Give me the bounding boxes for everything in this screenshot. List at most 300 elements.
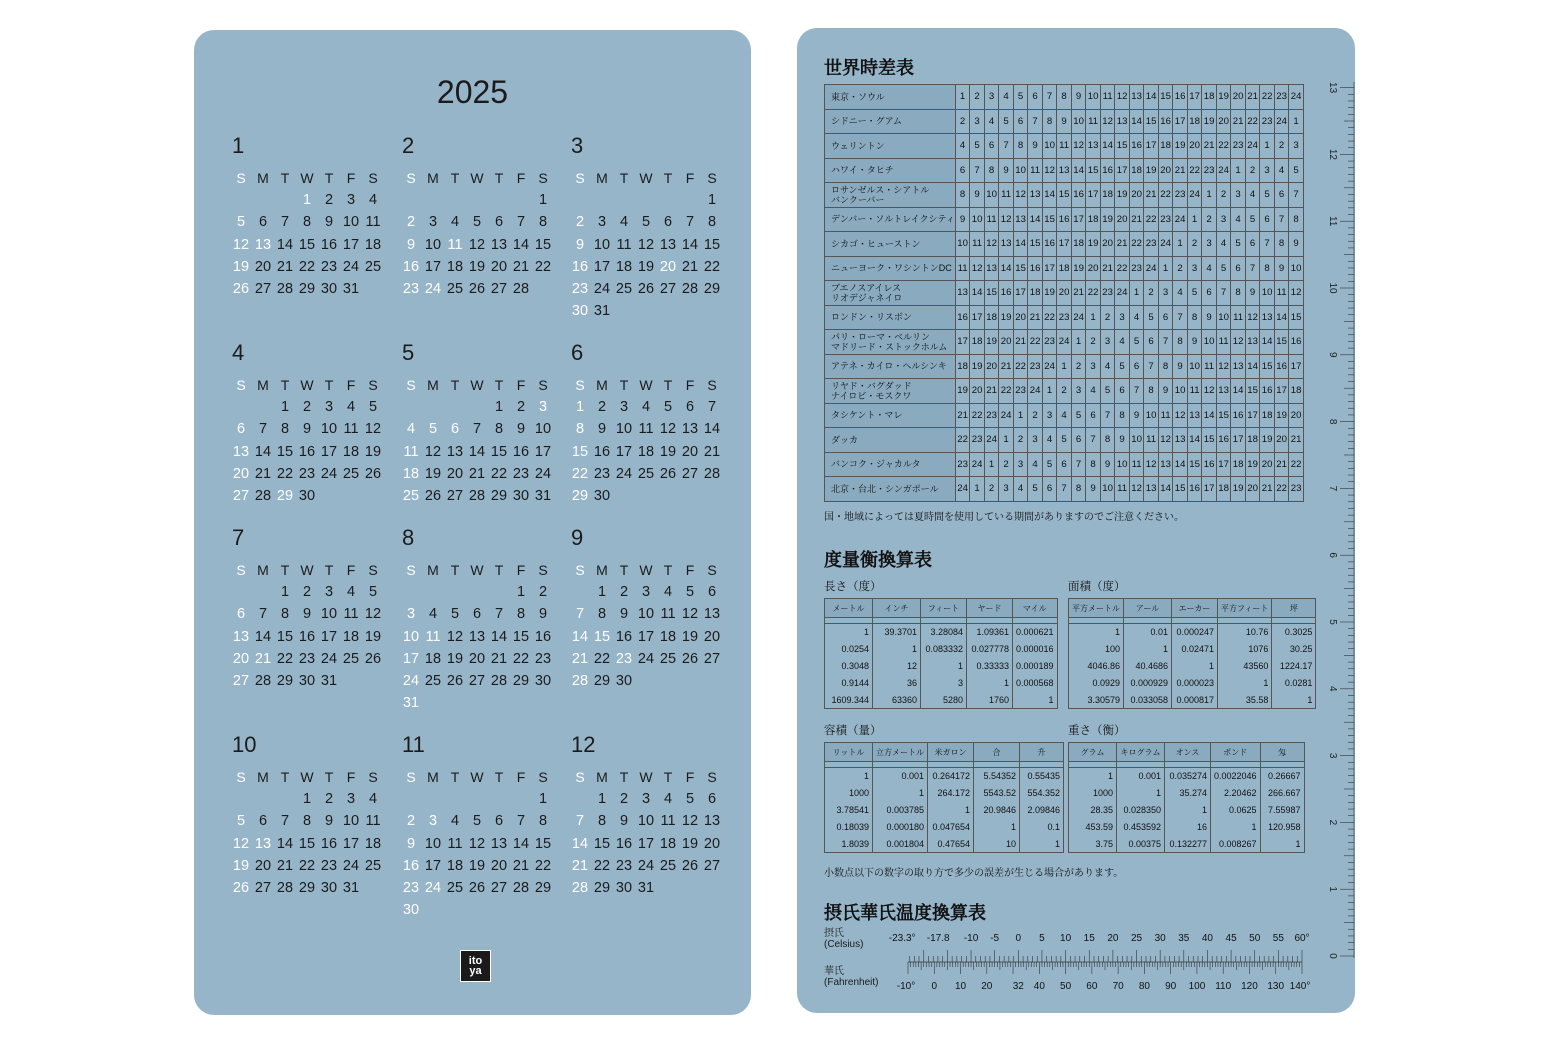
hour-cell: 16 (1129, 134, 1144, 159)
temperature-tick-label: 90 (1165, 981, 1177, 992)
day-cell: 22 (593, 650, 611, 667)
hour-cell: 16 (1158, 109, 1173, 134)
day-cell: 30 (593, 488, 611, 505)
week-row (569, 855, 723, 877)
weekday-label: F (516, 769, 526, 786)
hour-cell: 6 (1231, 256, 1246, 281)
hour-cell: 2 (1187, 232, 1202, 257)
conversion-value: 0.26667 (1260, 768, 1304, 785)
day-cell: 14 (703, 421, 721, 438)
hour-cell: 7 (1129, 379, 1144, 404)
day-cell: 26 (637, 281, 655, 298)
hour-cell: 9 (1158, 379, 1173, 404)
day-cell: 25 (659, 857, 677, 874)
day-cell: 19 (468, 857, 486, 874)
weekday-label: S (236, 562, 246, 579)
day-cell: 11 (403, 443, 419, 460)
day-cell: 14 (512, 835, 530, 852)
weekday-label: W (639, 377, 653, 394)
hour-cell: 17 (1042, 256, 1057, 281)
hour-cell: 14 (1129, 109, 1144, 134)
day-cell: 1 (494, 399, 504, 416)
hour-cell: 18 (1202, 85, 1217, 110)
hour-cell: 2 (984, 477, 999, 502)
timezone-row (825, 256, 1304, 281)
conversion-value: 1 (825, 624, 873, 641)
day-cell: 13 (254, 236, 272, 253)
hour-cell: 14 (1042, 183, 1057, 208)
hour-cell: 12 (1115, 85, 1130, 110)
day-cell: 30 (298, 488, 316, 505)
week-row (569, 810, 723, 832)
hour-cell: 23 (1028, 354, 1043, 379)
hour-cell: 1 (1231, 158, 1246, 183)
hour-cell: 10 (955, 232, 970, 257)
day-cell: 27 (490, 880, 508, 897)
conversion-value: 1 (921, 658, 967, 675)
weekday-label: F (685, 170, 695, 187)
hour-cell: 5 (1115, 354, 1130, 379)
hour-cell: 7 (1144, 354, 1159, 379)
day-cell: 8 (280, 421, 290, 438)
hour-cell: 11 (1028, 158, 1043, 183)
hour-cell: 4 (1057, 403, 1072, 428)
day-cell: 17 (342, 835, 360, 852)
conversion-row (1069, 819, 1305, 836)
day-cell: 8 (597, 813, 607, 830)
month-name: 5 (402, 340, 415, 365)
hour-cell: 20 (1100, 232, 1115, 257)
temperature-title: 摂氏華氏温度換算表 (824, 903, 986, 923)
hour-cell: 23 (1100, 281, 1115, 306)
hour-cell: 23 (1129, 256, 1144, 281)
day-cell: 7 (472, 421, 482, 438)
unit-header: 米ガロン (928, 743, 974, 762)
temperature-tick-label: 70 (1112, 981, 1124, 992)
weekday-label: W (300, 562, 314, 579)
week-row (230, 855, 384, 877)
day-cell: 7 (258, 421, 268, 438)
hour-cell: 13 (955, 281, 970, 306)
hour-cell: 1 (1042, 379, 1057, 404)
hour-cell: 6 (1042, 477, 1057, 502)
hour-cell: 19 (1231, 477, 1246, 502)
calendar-year: 2025 (436, 74, 509, 110)
day-cell: 19 (364, 628, 382, 645)
week-row (400, 899, 554, 921)
day-cell: 29 (593, 673, 611, 690)
day-cell: 16 (320, 835, 338, 852)
day-cell: 11 (343, 606, 359, 623)
conversion-value: 3 (921, 675, 967, 692)
hour-cell: 24 (1274, 109, 1289, 134)
conversion-value: 0.0625 (1211, 802, 1261, 819)
hour-cell: 19 (955, 379, 970, 404)
day-cell: 11 (365, 813, 381, 830)
weekday-label: T (280, 170, 290, 187)
day-cell: 2 (538, 584, 548, 601)
hour-cell: 24 (1071, 305, 1086, 330)
temperature-tick-label: 140° (1289, 981, 1311, 992)
hour-cell: 11 (999, 183, 1014, 208)
day-cell: 21 (468, 465, 486, 482)
hour-cell: 8 (1260, 256, 1275, 281)
hour-cell: 23 (955, 452, 970, 477)
hour-cell: 21 (1260, 477, 1275, 502)
hour-cell: 14 (1202, 403, 1217, 428)
day-cell: 28 (703, 465, 721, 482)
temperature-tick-label: 35 (1178, 933, 1190, 944)
day-cell: 29 (276, 673, 294, 690)
hour-cell: 7 (1245, 256, 1260, 281)
weekday-label: S (575, 769, 585, 786)
day-cell: 30 (615, 673, 633, 690)
city-name: リヤド・バグダッド ナイロビ・モスクワ (825, 379, 956, 404)
day-cell: 7 (685, 214, 695, 231)
city-name: シカゴ・ヒューストン (825, 232, 956, 257)
hour-cell: 11 (1057, 134, 1072, 159)
hour-cell: 1 (1202, 183, 1217, 208)
hour-cell: 6 (1115, 379, 1130, 404)
fahrenheit-label: 華氏 (Fahrenheit) (824, 966, 879, 988)
conversion-value: 1 (1260, 836, 1304, 853)
weekday-label: S (538, 377, 548, 394)
ruler-label: 12 (1327, 148, 1338, 160)
conversion-value: 2.20462 (1211, 785, 1261, 802)
day-cell: 27 (703, 857, 721, 874)
timezone-title: 世界時差表 (824, 58, 914, 78)
day-cell: 27 (446, 488, 464, 505)
hour-cell: 13 (1086, 134, 1101, 159)
temperature-tick-label: 15 (1083, 933, 1095, 944)
day-cell: 7 (516, 813, 526, 830)
weekday-label: T (450, 562, 460, 579)
day-cell: 17 (402, 650, 420, 667)
weekday-label: F (516, 377, 526, 394)
day-cell: 7 (258, 606, 268, 623)
hour-cell: 12 (999, 207, 1014, 232)
week-row (230, 418, 384, 440)
hour-cell: 7 (1274, 207, 1289, 232)
hour-cell: 6 (1071, 428, 1086, 453)
hour-cell: 11 (984, 207, 999, 232)
hour-cell: 19 (1115, 183, 1130, 208)
conversion-value: 0.047654 (928, 819, 974, 836)
conversion-value: 12 (873, 658, 921, 675)
day-cell: 2 (324, 192, 334, 209)
week-row (400, 189, 554, 211)
unit-header: ヤード (967, 599, 1013, 618)
temperature-tick-label: 30 (1154, 933, 1166, 944)
day-cell: 28 (512, 281, 530, 298)
temperature-tick-label: 32 (1012, 981, 1024, 992)
hour-cell: 10 (1173, 379, 1188, 404)
hour-cell: 4 (1100, 354, 1115, 379)
day-cell: 18 (615, 258, 633, 275)
weekday-label: S (575, 377, 585, 394)
hour-cell: 3 (1158, 281, 1173, 306)
timezone-row (825, 232, 1304, 257)
conversion-value: 1 (1020, 836, 1064, 853)
timezone-row (825, 134, 1304, 159)
day-cell: 23 (615, 650, 633, 667)
hour-cell: 9 (1086, 477, 1101, 502)
week-row (569, 211, 723, 233)
conversion-value: 0.000929 (1124, 675, 1172, 692)
day-cell: 28 (490, 673, 508, 690)
conversion-value: 1 (1069, 768, 1117, 785)
timezone-row (825, 158, 1304, 183)
week-row (569, 648, 723, 670)
day-cell: 18 (424, 650, 442, 667)
conversion-row (1069, 768, 1305, 785)
weekday-label: T (280, 562, 290, 579)
day-cell: 10 (637, 813, 655, 830)
hour-cell: 18 (1187, 109, 1202, 134)
hour-cell: 19 (1216, 85, 1231, 110)
timezone-row (825, 403, 1304, 428)
day-cell: 1 (538, 192, 548, 209)
city-name: ウェリントン (825, 134, 956, 159)
hour-cell: 23 (1260, 109, 1275, 134)
day-cell: 19 (232, 857, 250, 874)
day-cell: 10 (615, 421, 633, 438)
day-cell: 9 (324, 214, 334, 231)
hour-cell: 21 (1129, 207, 1144, 232)
day-cell: 2 (406, 813, 416, 830)
day-cell: 4 (368, 791, 378, 808)
day-cell: 15 (593, 628, 611, 645)
month-name: 4 (232, 340, 245, 365)
hour-cell: 24 (1057, 330, 1072, 355)
temperature-tick-label: -10 (963, 933, 979, 944)
conversion-row (1069, 802, 1305, 819)
hour-cell: 3 (1231, 183, 1246, 208)
day-cell: 17 (424, 857, 442, 874)
day-cell: 23 (571, 281, 589, 298)
day-cell: 15 (593, 835, 611, 852)
day-cell: 24 (320, 465, 338, 482)
hour-cell: 18 (1071, 232, 1086, 257)
timezone-row (825, 477, 1304, 502)
day-cell: 12 (468, 835, 486, 852)
day-cell: 2 (302, 584, 312, 601)
hour-cell: 14 (1028, 207, 1043, 232)
day-cell: 19 (637, 258, 655, 275)
week-row (230, 189, 384, 211)
hour-cell: 20 (999, 330, 1014, 355)
weekday-label: T (324, 377, 334, 394)
day-cell: 14 (276, 835, 294, 852)
day-cell: 18 (342, 443, 360, 460)
day-cell: 30 (320, 281, 338, 298)
day-cell: 6 (236, 606, 246, 623)
weekday-label: T (280, 377, 290, 394)
week-row (400, 256, 554, 278)
day-cell: 17 (534, 443, 552, 460)
day-cell: 6 (236, 421, 246, 438)
day-cell: 29 (298, 880, 316, 897)
hour-cell: 15 (1144, 109, 1159, 134)
day-cell: 25 (424, 673, 442, 690)
hour-cell: 17 (1274, 379, 1289, 404)
weekday-label: F (346, 170, 356, 187)
hour-cell: 24 (1158, 232, 1173, 257)
hour-cell: 14 (1158, 477, 1173, 502)
hour-cell: 14 (1260, 330, 1275, 355)
hour-cell: 23 (1231, 134, 1246, 159)
day-cell: 5 (663, 399, 673, 416)
weekday-label: S (707, 562, 717, 579)
ruler-label: 9 (1327, 352, 1338, 358)
hour-cell: 9 (1071, 85, 1086, 110)
week-row (569, 877, 723, 899)
temperature-tick-label: 25 (1130, 933, 1143, 944)
day-cell: 18 (659, 628, 677, 645)
hour-cell: 22 (970, 403, 985, 428)
hour-cell: 3 (1100, 330, 1115, 355)
weekday-label: W (470, 769, 484, 786)
conversion-value: 0.33333 (967, 658, 1013, 675)
conversion-value: 1000 (1069, 785, 1117, 802)
hour-cell: 8 (1071, 477, 1086, 502)
hour-cell: 15 (1013, 256, 1028, 281)
conversion-row (825, 692, 1058, 709)
hour-cell: 12 (1100, 109, 1115, 134)
hour-cell: 23 (1173, 183, 1188, 208)
day-cell: 24 (637, 650, 655, 667)
hour-cell: 22 (1216, 134, 1231, 159)
day-cell: 26 (364, 465, 382, 482)
weekday-label: S (707, 377, 717, 394)
hour-cell: 14 (1274, 305, 1289, 330)
hour-cell: 15 (1042, 207, 1057, 232)
hour-cell: 12 (984, 232, 999, 257)
week-row (569, 418, 723, 440)
hour-cell: 9 (1115, 428, 1130, 453)
day-cell: 24 (342, 258, 360, 275)
conversion-value: 10.76 (1218, 624, 1272, 641)
day-cell: 3 (346, 791, 356, 808)
week-row (400, 418, 554, 440)
day-cell: 19 (659, 443, 677, 460)
week-row (569, 441, 723, 463)
week-row (230, 788, 384, 810)
week-row (569, 788, 723, 810)
weekday-label: W (470, 377, 484, 394)
day-cell: 10 (320, 606, 338, 623)
day-cell: 1 (302, 192, 312, 209)
hour-cell: 10 (1289, 256, 1304, 281)
timezone-row (825, 183, 1304, 208)
day-cell: 21 (571, 857, 589, 874)
day-cell: 26 (681, 857, 699, 874)
hour-cell: 21 (1289, 428, 1304, 453)
conversion-value: 554.352 (1020, 785, 1064, 802)
week-row (400, 833, 554, 855)
day-cell: 22 (703, 258, 721, 275)
day-cell: 3 (324, 399, 334, 416)
city-name: ダッカ (825, 428, 956, 453)
day-cell: 19 (424, 465, 442, 482)
hour-cell: 21 (1144, 183, 1159, 208)
conversion-value: 1 (1165, 802, 1211, 819)
day-cell: 23 (298, 465, 316, 482)
day-cell: 20 (254, 258, 272, 275)
hour-cell: 22 (1115, 256, 1130, 281)
day-cell: 16 (571, 258, 589, 275)
day-cell: 6 (663, 214, 673, 231)
week-row (400, 396, 554, 418)
ruler-label: 2 (1327, 819, 1338, 826)
day-cell: 2 (619, 584, 629, 601)
day-cell: 5 (472, 813, 482, 830)
hour-cell: 22 (1289, 452, 1304, 477)
hour-cell: 1 (1086, 305, 1101, 330)
week-row (569, 396, 723, 418)
hour-cell: 8 (1115, 403, 1130, 428)
timezone-table (824, 84, 1304, 502)
hour-cell: 21 (1173, 158, 1188, 183)
cm-ruler (1324, 82, 1354, 958)
day-cell: 4 (406, 421, 416, 438)
day-cell: 31 (534, 488, 552, 505)
day-cell: 13 (446, 443, 464, 460)
month-name: 8 (402, 525, 415, 550)
timezone-row (825, 330, 1304, 355)
temperature-tick-label: 50 (1249, 933, 1261, 944)
conversion-row (1069, 641, 1316, 658)
hour-cell: 5 (1289, 158, 1304, 183)
conversion-row (1069, 836, 1305, 853)
city-name: ハワイ・タヒチ (825, 158, 956, 183)
hour-cell: 8 (1013, 134, 1028, 159)
hour-cell: 5 (1013, 85, 1028, 110)
day-cell: 14 (490, 628, 508, 645)
day-cell: 22 (276, 650, 294, 667)
city-name: タシケント・マレ (825, 403, 956, 428)
city-name: 北京・台北・シンガポール (825, 477, 956, 502)
conversion-value: 0.9144 (825, 675, 873, 692)
day-cell: 11 (425, 628, 441, 645)
hour-cell: 3 (970, 109, 985, 134)
week-row (230, 603, 384, 625)
day-cell: 11 (447, 835, 463, 852)
day-cell: 8 (302, 214, 312, 231)
weekday-label: S (707, 170, 717, 187)
hour-cell: 21 (1274, 452, 1289, 477)
hour-cell: 4 (984, 109, 999, 134)
hour-cell: 2 (1144, 281, 1159, 306)
day-cell: 31 (637, 880, 655, 897)
weekday-label: W (639, 170, 653, 187)
day-cell: 25 (342, 650, 360, 667)
hour-cell: 12 (1245, 305, 1260, 330)
day-cell: 2 (324, 791, 334, 808)
day-cell: 7 (707, 399, 717, 416)
day-cell: 9 (406, 835, 416, 852)
day-cell: 6 (707, 791, 717, 808)
temperature-tick-label: 80 (1138, 981, 1150, 992)
day-cell: 7 (516, 214, 526, 231)
day-cell: 22 (534, 857, 552, 874)
hour-cell: 13 (1187, 403, 1202, 428)
day-cell: 26 (468, 281, 486, 298)
day-cell: 27 (232, 673, 250, 690)
day-cell: 10 (593, 236, 611, 253)
conversion-value: 1 (825, 768, 873, 785)
hour-cell: 3 (1216, 207, 1231, 232)
